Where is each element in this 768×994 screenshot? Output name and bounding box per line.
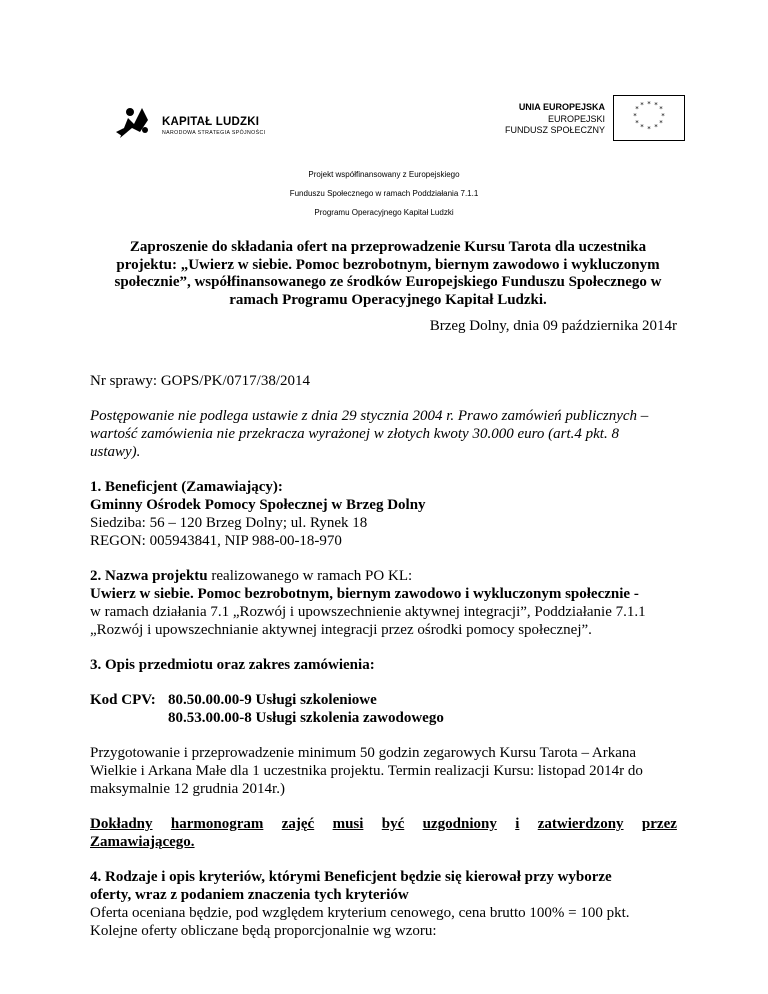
schedule-word: i bbox=[515, 816, 520, 832]
section-2-heading bbox=[90, 568, 412, 586]
svg-text:*: * bbox=[635, 105, 639, 113]
section-2-heading-bold: 2. Nazwa projektu bbox=[90, 568, 208, 584]
section-4-heading-line-1: 4. Rodzaje i opis kryteriów, którymi Beneficjent będzie się kierował przy wyborze bbox=[90, 869, 612, 885]
header-note-line-1: Projekt współfinansowany z Europejskiego bbox=[308, 170, 460, 179]
eu-logo-text bbox=[505, 102, 605, 137]
svg-text:*: * bbox=[647, 100, 651, 108]
case-number: Nr sprawy: GOPS/PK/0717/38/2014 bbox=[90, 373, 311, 389]
svg-text:*: * bbox=[661, 112, 665, 120]
svg-text:*: * bbox=[659, 119, 663, 127]
scope-line-1: Przygotowanie i przeprowadzenie minimum 50 godzin zegarowych Kursu Tarota – Arkana bbox=[90, 745, 637, 761]
eu-line-3: FUNDUSZ SPOŁECZNY bbox=[504, 125, 605, 135]
svg-text:*: * bbox=[640, 123, 644, 131]
schedule-word: Dokładny bbox=[90, 816, 153, 832]
svg-text:*: * bbox=[647, 125, 651, 133]
svg-text:*: * bbox=[635, 119, 639, 127]
section-1-heading: 1. Beneficjent (Zamawiający): bbox=[90, 479, 283, 495]
schedule-note-line-1 bbox=[90, 816, 677, 834]
header-note-line-3: Programu Operacyjnego Kapitał Ludzki bbox=[314, 208, 454, 217]
eu-flag-icon bbox=[613, 95, 685, 141]
schedule-note-line-2: Zamawiającego. bbox=[90, 834, 195, 850]
schedule-word: musi bbox=[332, 816, 364, 832]
project-name: Uwierz w siebie. Pomoc bezrobotnym, biernym zawodowo i wykluczonym społecznie - bbox=[90, 586, 639, 602]
section-4-heading-line-2: oferty, wraz z podaniem znaczenia tych kryteriów bbox=[90, 887, 409, 903]
cpv-label: Kod CPV: bbox=[90, 692, 156, 708]
section-2-heading-rest: realizowanego w ramach PO KL: bbox=[207, 568, 413, 584]
criteria-line-2: Kolejne oferty obliczane będą proporcjonalnie wg wzoru: bbox=[90, 923, 437, 939]
kapital-ludzki-subtitle: NARODOWA STRATEGIA SPÓJNOŚCI bbox=[162, 130, 266, 136]
beneficiary-address: Siedziba: 56 – 120 Brzeg Dolny; ul. Rynek 18 bbox=[90, 515, 368, 531]
schedule-word: przez bbox=[641, 816, 677, 832]
svg-text:*: * bbox=[654, 101, 658, 109]
svg-text:*: * bbox=[654, 123, 658, 131]
legal-note-line-3: ustawy). bbox=[90, 444, 141, 460]
project-line-2: w ramach działania 7.1 „Rozwój i upowszechnienie aktywnej integracji”, Poddziałanie 7.1.1 bbox=[90, 604, 646, 620]
scope-line-3: maksymalnie 12 grudnia 2014r.) bbox=[90, 781, 285, 797]
kapital-ludzki-title: KAPITAŁ LUDZKI bbox=[162, 116, 260, 128]
schedule-word: zajęć bbox=[281, 816, 315, 832]
beneficiary-name: Gminny Ośrodek Pomocy Społecznej w Brzeg Dolny bbox=[90, 497, 426, 513]
svg-text:*: * bbox=[659, 105, 663, 113]
project-line-3: „Rozwój i upowszechnianie aktywnej integracji przez ośrodki pomocy społecznej”. bbox=[90, 622, 592, 638]
schedule-word: zatwierdzony bbox=[537, 816, 624, 832]
document-title: Zaproszenie do składania ofert na przeprowadzenie Kursu Tarota dla uczestnika projektu: „Uwierz w siebie. Pomoc bezrobotnym, biernym zawodowo i wykluczonym społecznie”, współfinansowanego ze środków Europejskiego Funduszu Społecznego w ramach Programu Operacyjnego Kapitał Ludzki. bbox=[114, 239, 662, 308]
svg-text:*: * bbox=[633, 112, 637, 120]
kapital-ludzki-emblem-icon bbox=[112, 102, 156, 142]
kapital-ludzki-logo bbox=[112, 102, 282, 142]
place-date: Brzeg Dolny, dnia 09 października 2014r bbox=[429, 318, 677, 334]
cpv-code-1: 80.50.00.00-9 Usługi szkoleniowe bbox=[168, 692, 377, 708]
scope-line-2: Wielkie i Arkana Małe dla 1 uczestnika projektu. Termin realizacji Kursu: listopad 2014r do bbox=[90, 763, 643, 779]
schedule-word: uzgodniony bbox=[422, 816, 497, 832]
schedule-word: być bbox=[381, 816, 405, 832]
legal-note-line-2: wartość zamówienia nie przekracza wyrażonej w złotych kwoty 30.000 euro (art.4 pkt. 8 bbox=[90, 426, 619, 442]
legal-note-line-1: Postępowanie nie podlega ustawie z dnia 29 stycznia 2004 r. Prawo zamówień publicznych – bbox=[90, 408, 649, 424]
section-3-heading: 3. Opis przedmiotu oraz zakres zamówienia: bbox=[90, 657, 375, 673]
svg-text:*: * bbox=[640, 101, 644, 109]
beneficiary-ids: REGON: 005943841, NIP 988-00-18-970 bbox=[90, 533, 342, 549]
header-note-line-2: Funduszu Społecznego w ramach Poddziałania 7.1.1 bbox=[289, 189, 479, 198]
cpv-code-2: 80.53.00.00-8 Usługi szkolenia zawodowego bbox=[168, 710, 444, 726]
schedule-word: harmonogram bbox=[170, 816, 264, 832]
eu-line-1: UNIA EUROPEJSKA bbox=[518, 102, 605, 112]
eu-line-2: EUROPEJSKI bbox=[547, 113, 605, 124]
criteria-line-1: Oferta oceniana będzie, pod względem kryterium cenowego, cena brutto 100% = 100 pkt. bbox=[90, 905, 630, 921]
